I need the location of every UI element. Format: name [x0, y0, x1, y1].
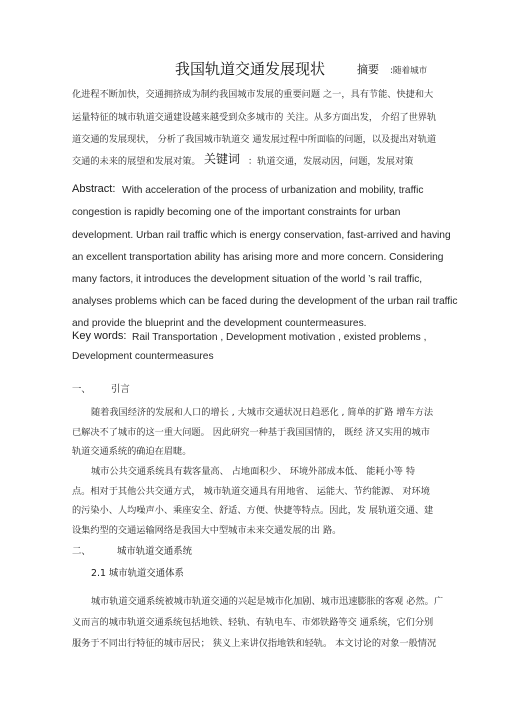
keywords-en-label: Key words: [72, 330, 127, 342]
section-2-para-line: 义而言的城市轨道交通系统包括地铁、轻轨、有轨电车、市郊铁路等交 通系统，它们分别 [72, 617, 434, 628]
document-title: 我国轨道交通发展现状 [175, 60, 326, 78]
abstract-zh-line: 交通的未来的展望和发展对策。 [72, 156, 201, 167]
abstract-zh-line: 运量特征的城市轨道交通建设越来越受到众多城市的 关注。从多方面出发， 介绍了世界轨 [72, 112, 437, 123]
abstract-en-line: With acceleration of the process of urbanization and mobility, traffic [122, 185, 424, 196]
abstract-en-line: an excellent transportation ability has arising more and more concern. Considering [72, 252, 444, 263]
abstract-zh-line: 化进程不断加快，交通拥挤成为制约我国城市发展的重要问题 之一，具有节能、快捷和大 [72, 89, 434, 100]
section-1-para2-line: 设集约型的交通运输网络是我国大中型城市未来交通发展的出 路。 [72, 525, 342, 536]
section-1-title: 引言 [111, 384, 130, 395]
abstract-en-line: development. Urban rail traffic which is energy conservation, fast-arrived and having [72, 230, 451, 241]
abstract-en-label: Abstract: [72, 183, 116, 195]
section-1-para2-line: 的污染小、人均噪声小、乘座安全、舒适、方便、快捷等特点。因此，发 展轨道交通、建 [72, 505, 434, 516]
abstract-zh-line: 道交通的发展现状， 分析了我国城市轨道交 通发展过程中所面临的问题，以及提出对轨道 [72, 134, 437, 145]
abstract-en-line: congestion is rapidly becoming one of the important constraints for urban [72, 207, 401, 218]
keywords-en-line: Development countermeasures [72, 351, 214, 362]
abstract-en-line: many factors, it introduces the development situation of the world ’s rail traffic, [72, 274, 423, 285]
abstract-en-line: analyses problems which can be faced during the development of the urban rail traffic [72, 296, 458, 307]
section-2-subtitle: 2.1 城市轨道交通体系 [91, 568, 184, 579]
section-1-para2-line: 城市公共交通系统具有载客量高、 占地面积少、 环境外部成本低、 能耗小等 特 [91, 466, 416, 477]
section-2-para-line: 城市轨道交通系统被城市轨道交通的兴起是城市化加剧、城市迅速膨胀的客观 必然。广 [91, 596, 444, 607]
keywords-en-line: Rail Transportation , Development motivation , existed problems , [132, 332, 427, 343]
keywords-zh-text: ：轨道交通，发展动因，问题，发展对策 [248, 156, 414, 167]
section-1-para1-line: 已解决不了城市的这一重大问题。 因此研究一种基于我国国情的， 既经 济又实用的城市 [72, 427, 430, 438]
keywords-zh-label: 关键词 [204, 152, 241, 166]
section-1-number: 一、 [72, 384, 91, 395]
section-2-number: 二、 [72, 546, 91, 557]
section-1-para2-line: 点。相对于其他公共交通方式， 城市轨道交通具有用地省、 运能大、节约能源、 对环境 [72, 486, 430, 497]
abstract-en-line: and provide the blueprint and the development countermeasures. [72, 318, 367, 329]
section-1-para1-line: 轨道交通系统的确迫在眉睫。 [72, 446, 192, 457]
section-2-para-line: 服务于不同出行特征的城市居民； 狭义上来讲仅指地铁和轻轨。 本文讨论的对象一般情况 [72, 638, 437, 649]
section-1-para1-line: 随着我国经济的发展和人口的增长 , 大城市交通状况日趋恶化 , 简单的扩路 增车方法 [91, 407, 434, 418]
abstract-lead: :随着城市 [390, 66, 428, 76]
abstract-label: 摘要 [357, 63, 379, 76]
section-2-title: 城市轨道交通系统 [117, 546, 193, 557]
